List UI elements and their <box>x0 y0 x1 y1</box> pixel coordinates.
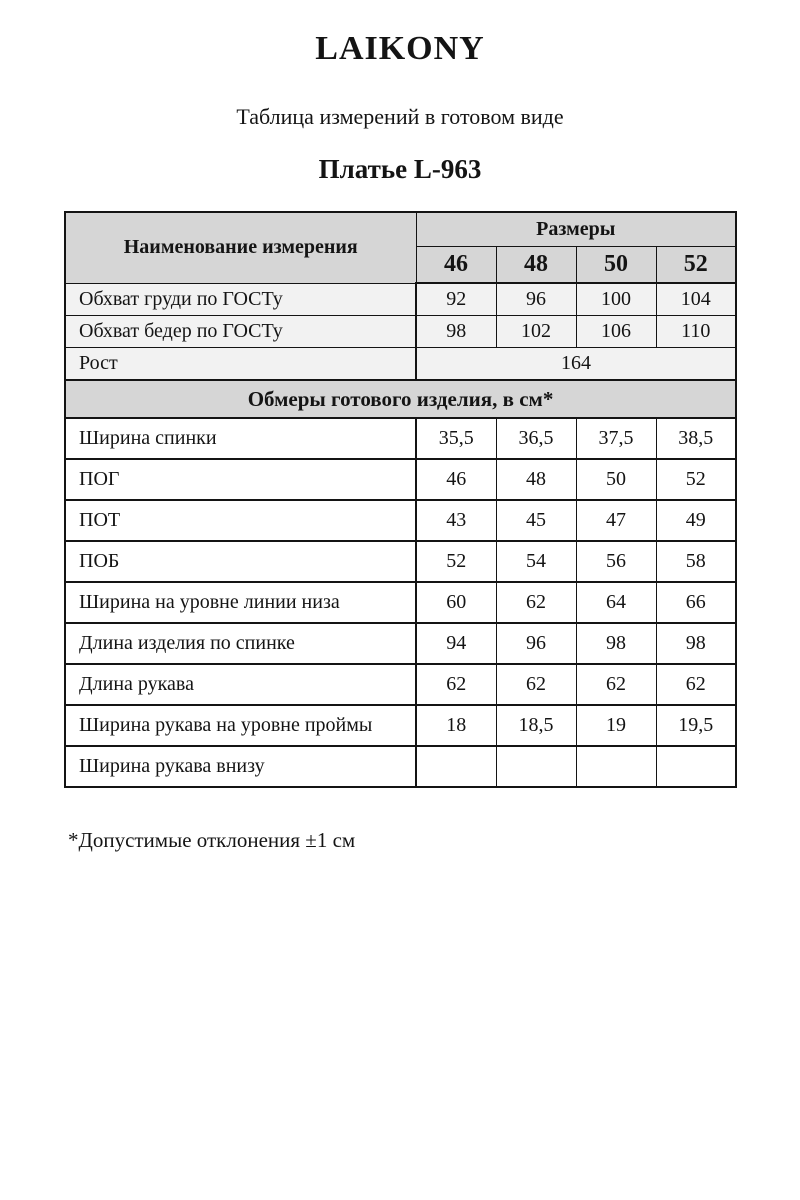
measurement-label: Ширина рукава внизу <box>65 746 416 787</box>
height-value-cell: 164 <box>416 348 736 381</box>
value-cell: 110 <box>656 316 736 348</box>
measurement-label: Ширина рукава на уровне проймы <box>65 705 416 746</box>
value-cell: 100 <box>576 283 656 316</box>
value-cell <box>656 746 736 787</box>
table-row <box>65 582 736 623</box>
value-cell: 47 <box>576 500 656 541</box>
value-cell: 60 <box>416 582 496 623</box>
value-cell: 38,5 <box>656 418 736 459</box>
measurement-label: Длина рукава <box>65 664 416 705</box>
value-cell: 62 <box>656 664 736 705</box>
measurement-name-header: Наименование измерения <box>65 212 416 283</box>
value-cell: 37,5 <box>576 418 656 459</box>
value-cell: 19,5 <box>656 705 736 746</box>
value-cell: 98 <box>656 623 736 664</box>
value-cell: 96 <box>496 283 576 316</box>
value-cell: 106 <box>576 316 656 348</box>
value-cell: 64 <box>576 582 656 623</box>
height-row <box>65 348 736 381</box>
size-column-header: 50 <box>576 247 656 284</box>
value-cell: 58 <box>656 541 736 582</box>
measurement-label: ПОБ <box>65 541 416 582</box>
section-header: Обмеры готового изделия, в см* <box>65 380 736 418</box>
value-cell <box>496 746 576 787</box>
value-cell: 46 <box>416 459 496 500</box>
value-cell: 19 <box>576 705 656 746</box>
value-cell: 48 <box>496 459 576 500</box>
value-cell: 50 <box>576 459 656 500</box>
size-column-header: 52 <box>656 247 736 284</box>
table-row <box>65 664 736 705</box>
table-row <box>65 746 736 787</box>
value-cell: 98 <box>416 316 496 348</box>
table-header-row <box>65 212 736 247</box>
value-cell: 92 <box>416 283 496 316</box>
value-cell: 52 <box>656 459 736 500</box>
table-row <box>65 418 736 459</box>
measurement-label: Длина изделия по спинке <box>65 623 416 664</box>
table-row <box>65 283 736 316</box>
table-row <box>65 705 736 746</box>
value-cell: 104 <box>656 283 736 316</box>
value-cell <box>576 746 656 787</box>
measurement-label: Обхват бедер по ГОСТу <box>65 316 416 348</box>
value-cell: 56 <box>576 541 656 582</box>
table-row <box>65 623 736 664</box>
measurement-label: Ширина на уровне линии низа <box>65 582 416 623</box>
value-cell: 43 <box>416 500 496 541</box>
value-cell: 62 <box>576 664 656 705</box>
product-title: Платье L-963 <box>318 154 482 184</box>
measurement-label: Рост <box>65 348 416 381</box>
section-header-row <box>65 380 736 418</box>
table-row <box>65 459 736 500</box>
value-cell: 62 <box>416 664 496 705</box>
value-cell: 102 <box>496 316 576 348</box>
value-cell: 62 <box>496 582 576 623</box>
value-cell: 98 <box>576 623 656 664</box>
table-row <box>65 500 736 541</box>
measurement-label: ПОТ <box>65 500 416 541</box>
measurement-label: ПОГ <box>65 459 416 500</box>
value-cell: 35,5 <box>416 418 496 459</box>
value-cell: 18,5 <box>496 705 576 746</box>
value-cell: 36,5 <box>496 418 576 459</box>
sizes-header: Размеры <box>416 212 736 247</box>
table-row <box>65 541 736 582</box>
value-cell: 18 <box>416 705 496 746</box>
measurement-label: Обхват груди по ГОСТу <box>65 283 416 316</box>
value-cell: 94 <box>416 623 496 664</box>
table-row <box>65 316 736 348</box>
value-cell: 62 <box>496 664 576 705</box>
brand-title: LAIKONY <box>315 30 485 67</box>
value-cell <box>416 746 496 787</box>
size-column-header: 48 <box>496 247 576 284</box>
tolerance-footnote: *Допустимые отклонения ±1 см <box>68 828 356 852</box>
value-cell: 49 <box>656 500 736 541</box>
measurement-label: Ширина спинки <box>65 418 416 459</box>
value-cell: 52 <box>416 541 496 582</box>
value-cell: 96 <box>496 623 576 664</box>
measurements-table <box>64 211 737 788</box>
value-cell: 54 <box>496 541 576 582</box>
size-column-header: 46 <box>416 247 496 284</box>
document-subtitle: Таблица измерений в готовом виде <box>236 104 564 129</box>
value-cell: 66 <box>656 582 736 623</box>
value-cell: 45 <box>496 500 576 541</box>
